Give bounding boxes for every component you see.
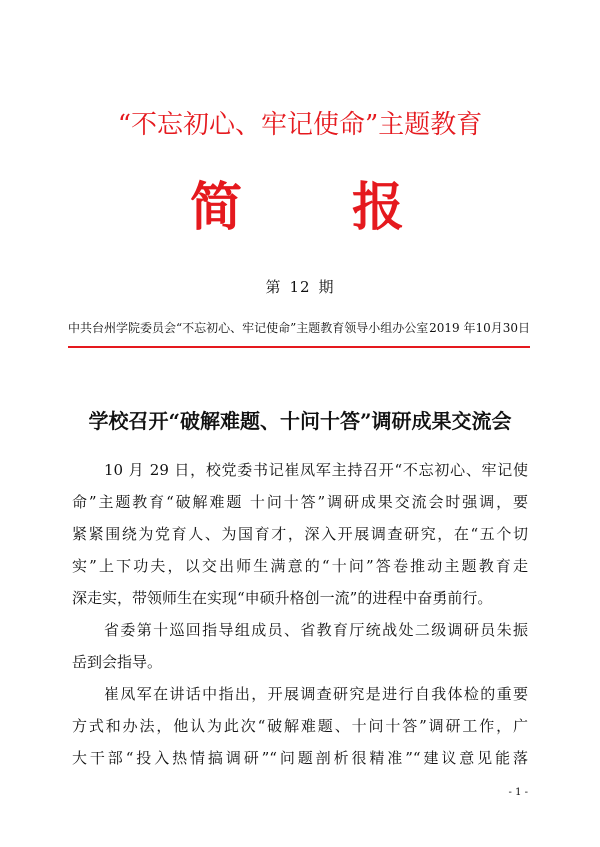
issue-number xyxy=(0,276,600,297)
masthead xyxy=(0,176,600,240)
masthead-char-bao: 报 xyxy=(352,177,405,238)
body-line: 深走实，带领师生在实现“申硕升格创一流”的进程中奋勇前行。 xyxy=(72,589,493,607)
body-line: 大干部“投入热情搞调研”“问题剖析很精准”“建议意见能落 xyxy=(72,749,528,767)
issue-suffix: 期 xyxy=(318,278,335,296)
campaign-title: “不忘初心、牢记使命”主题教育 xyxy=(117,110,483,140)
body-line: 实”上下功夫，以交出师生满意的“十问”答卷推动主题教育走 xyxy=(72,557,528,575)
body-line: 省委第十巡回指导组成员、省教育厅统战处二级调研员朱振 xyxy=(104,621,528,639)
issue-date: 2019 年10月30日 xyxy=(429,321,530,335)
body-line: 崔凤军在讲话中指出，开展调查研究是进行自我体检的重要 xyxy=(104,685,528,703)
issue-prefix: 第 xyxy=(265,278,282,296)
issuer-name: 中共台州学院委员会“不忘初心、牢记使命”主题教育领导小组办公室 xyxy=(68,321,429,335)
body-line: 岳到会指导。 xyxy=(72,653,163,671)
article-title: 学校召开“破解难题、十问十答”调研成果交流会 xyxy=(88,409,512,433)
page-number: - 1 - xyxy=(508,787,528,798)
body-line: 10 月 29 日，校党委书记崔凤军主持召开“不忘初心、牢记使 xyxy=(104,461,528,479)
body-line: 命”主题教育“破解难题 十问十答”调研成果交流会时强调，要 xyxy=(72,493,528,511)
header-divider xyxy=(68,346,530,348)
body-line: 紧紧围绕为党育人、为国育才，深入开展调查研究，在“五个切 xyxy=(72,525,528,543)
masthead-char-jian: 简 xyxy=(190,177,243,238)
issue-value: 12 xyxy=(289,278,311,296)
body-line: 方式和办法，他认为此次“破解难题、十问十答”调研工作，广 xyxy=(72,717,528,735)
